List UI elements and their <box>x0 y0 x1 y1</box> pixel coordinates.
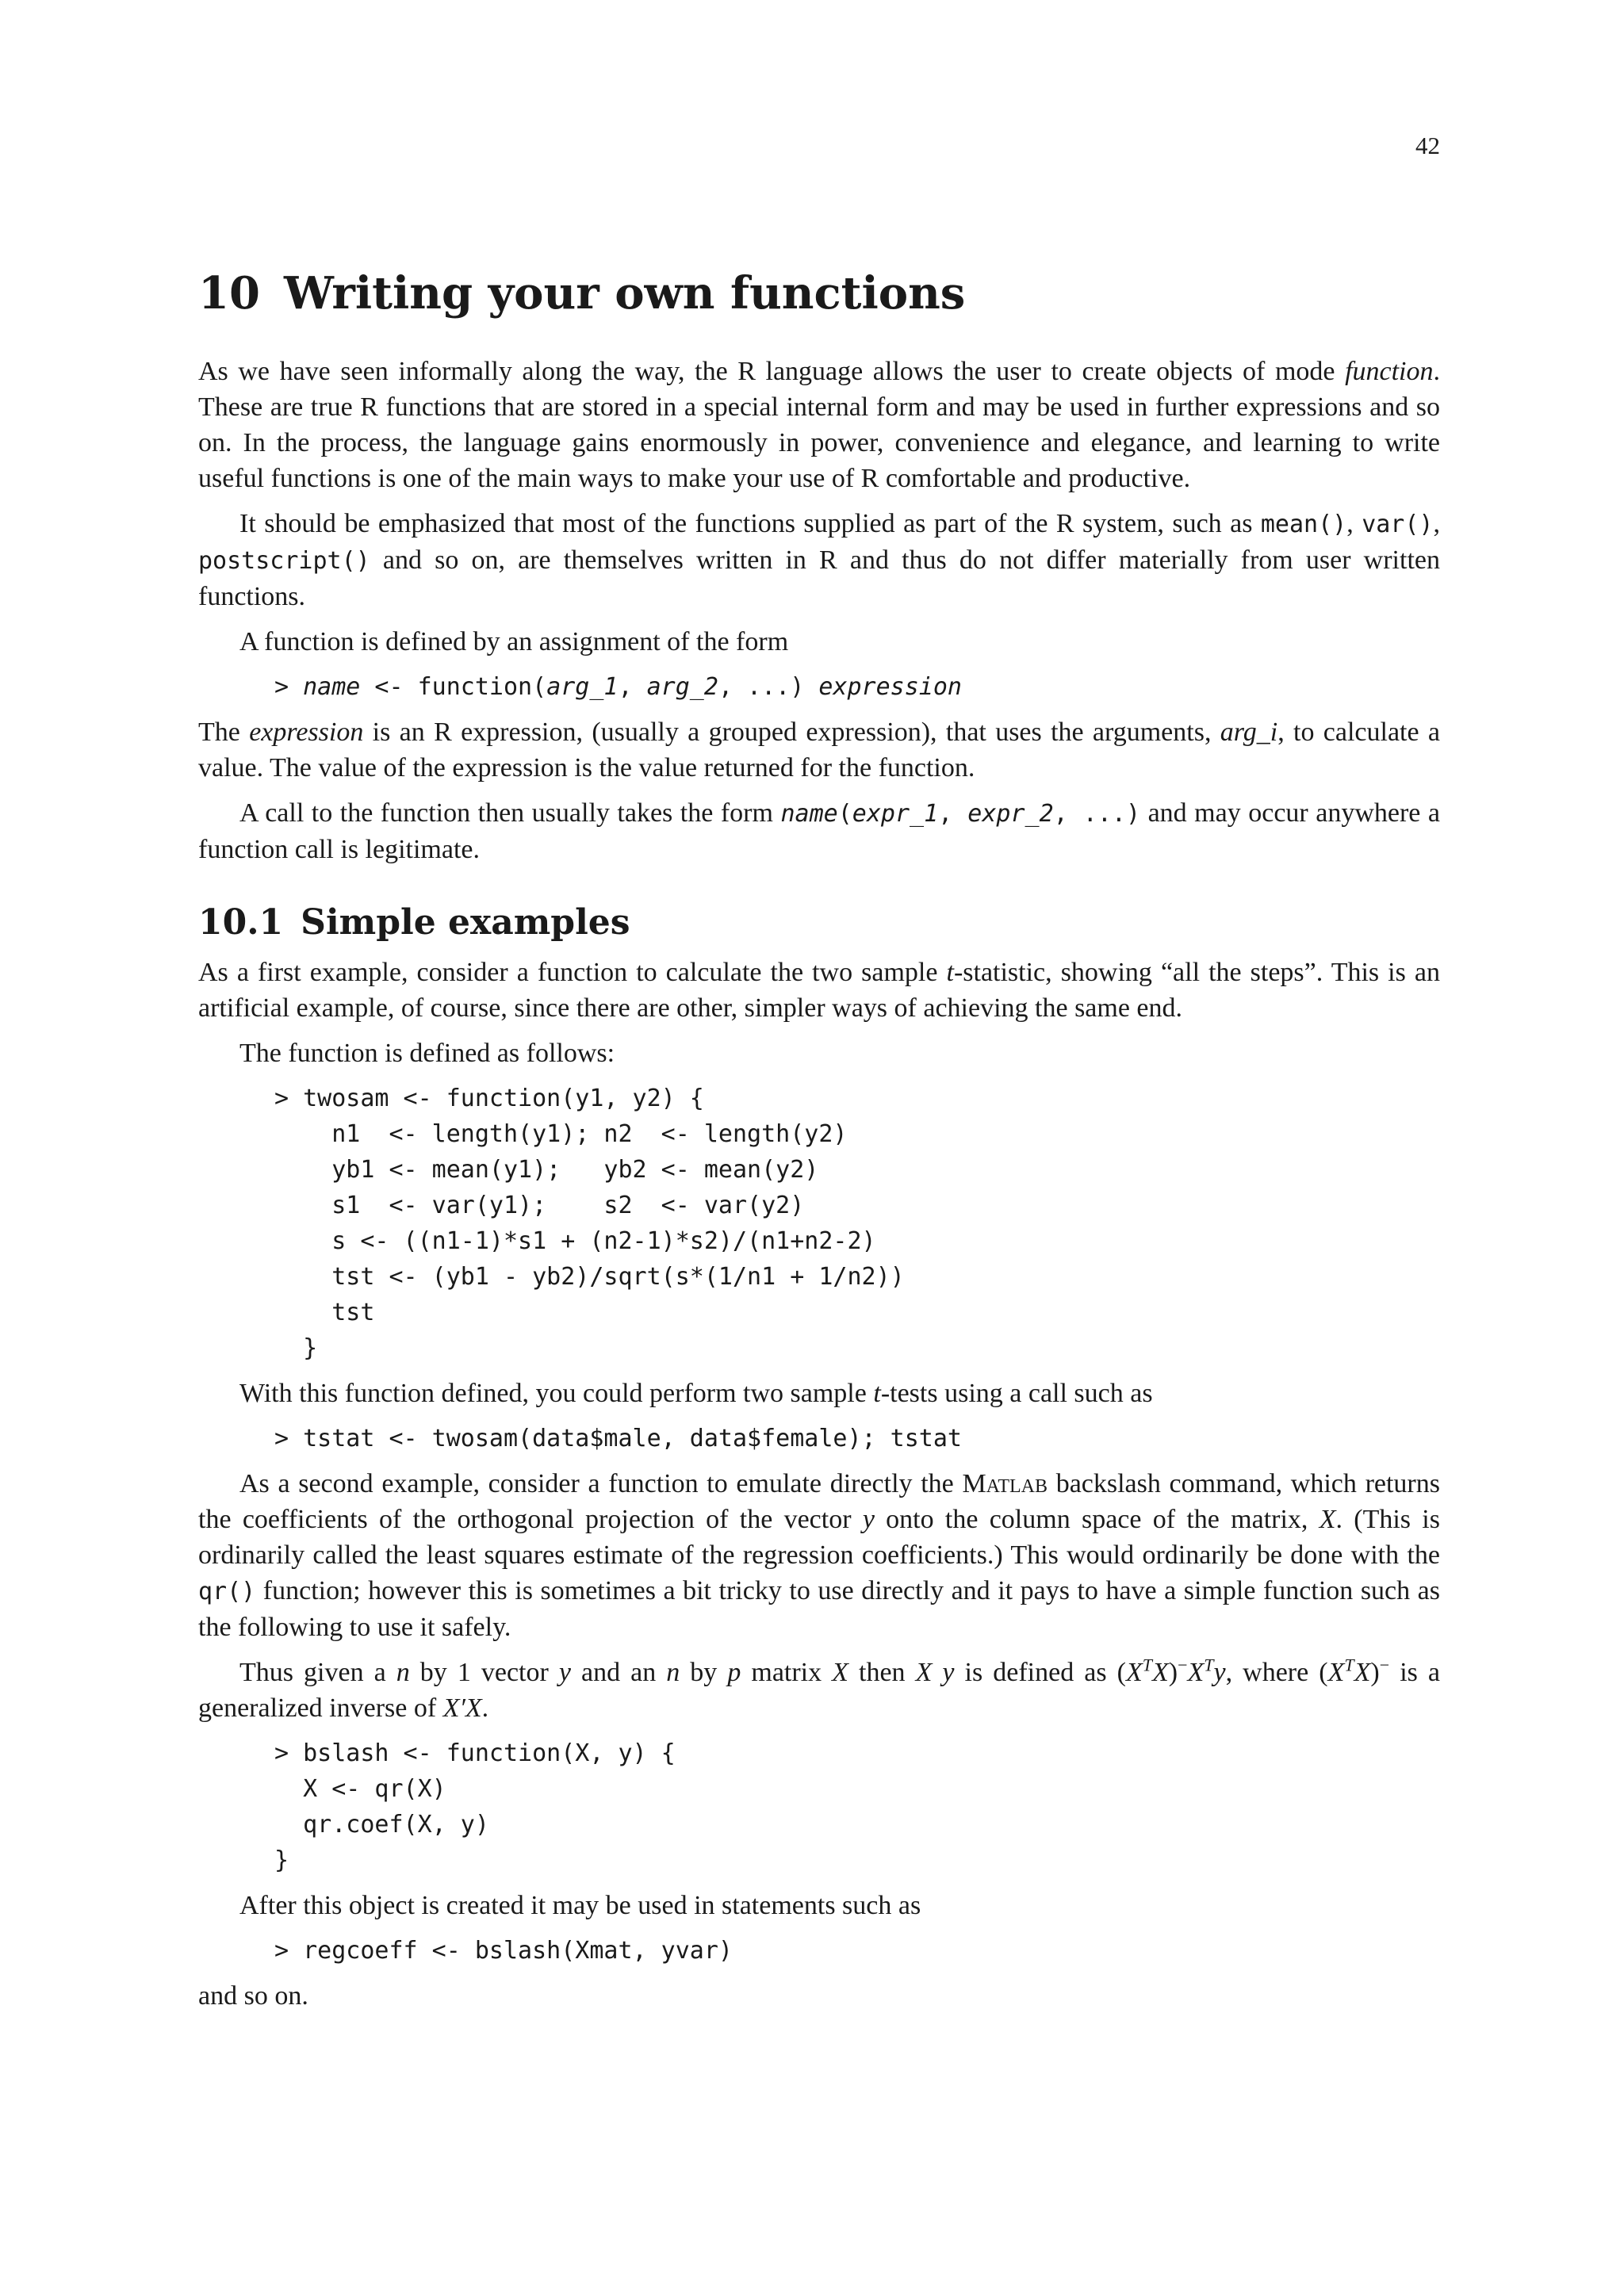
math-var: p <box>727 1657 741 1687</box>
text-run: is a generalized inverse of <box>198 1657 1441 1723</box>
text-run: , where ( <box>1225 1657 1328 1687</box>
inline-code: expr_2 <box>967 799 1054 828</box>
math-var: X <box>1125 1657 1143 1687</box>
code-run: <- function( <box>360 672 547 701</box>
code-italic: expression <box>818 672 962 701</box>
inline-code: name <box>780 799 838 828</box>
text-run: . These are true R functions that are stored in a special internal form and may be used in further expressions and so on. In the process, the language gains enormously in power, convenience and elegance, and learning to write useful functions is one of the main ways to make your use of R comfortable and productive. <box>198 356 1440 493</box>
math-superscript: T <box>1142 1655 1152 1675</box>
chapter-title <box>198 267 1440 320</box>
math-superscript: − <box>1178 1655 1188 1675</box>
text-run: onto the column space of the matrix, <box>874 1504 1320 1534</box>
small-caps-text: Matlab <box>962 1468 1048 1498</box>
text-run: -statistic, showing “all the steps”. This is an artificial example, of course, since there are other, simpler ways of achieving the same end. <box>198 957 1440 1023</box>
paragraph-t-tests <box>198 1376 1440 1411</box>
inline-code: postscript() <box>198 546 370 575</box>
text-run: , to calculate a value. The value of the expression is the value returned for the function. <box>198 717 1440 783</box>
section-title <box>198 901 1440 943</box>
text-run: by 1 vector <box>409 1657 559 1687</box>
code-block-regcoeff: > regcoeff <- bslash(Xmat, yvar) <box>274 1936 733 1965</box>
text-run: and an <box>570 1657 667 1687</box>
text-run: matrix <box>741 1657 833 1687</box>
chapter-number: 10 <box>198 267 260 320</box>
text-run: then <box>848 1657 916 1687</box>
text-run: ) <box>1370 1657 1380 1687</box>
math-var: X <box>1354 1657 1371 1687</box>
inline-code: mean() <box>1260 510 1347 538</box>
chapter-title-text: Writing your own functions <box>283 267 966 320</box>
emphasis: expression <box>249 717 364 747</box>
section-title-text: Simple examples <box>301 901 630 943</box>
paragraph-call-form <box>198 795 1440 867</box>
paragraph-first-example <box>198 955 1440 1026</box>
paragraph-matrix-definition <box>198 1655 1440 1726</box>
math-var: n <box>666 1657 680 1687</box>
text-run: and may occur anywhere a function call is legitimate. <box>198 798 1441 864</box>
math-var: y <box>862 1504 875 1534</box>
section-number: 10.1 <box>198 901 284 943</box>
math-var: X <box>1151 1657 1169 1687</box>
text-run: With this function defined, you could perform two sample <box>239 1378 874 1408</box>
text-run: It should be emphasized that most of the functions supplied as part of the R system, such as <box>239 508 1261 538</box>
emphasis: function <box>1345 356 1434 386</box>
code-italic: arg_1 <box>546 672 619 701</box>
emphasis: t <box>946 957 954 987</box>
inline-code: , ...) <box>1053 799 1141 828</box>
text-run: A call to the function then usually takes the form <box>239 798 781 828</box>
text-run: As a second example, consider a function to emulate directly the <box>239 1468 963 1498</box>
code-italic: arg_2 <box>646 672 718 701</box>
text-run: is an R expression, (usually a grouped expression), that uses the arguments, <box>363 717 1220 747</box>
paragraph-expression <box>198 714 1440 786</box>
math-superscript: T <box>1344 1655 1354 1675</box>
math-var: y <box>1213 1657 1226 1687</box>
code-block-twosam: > twosam <- function(y1, y2) { n1 <- length(y1); n2 <- length(y2) yb1 <- mean(y1); yb2 <- mean(y2) s1 <- var(y1); s2 <- var(y2) s <- ((n1-1)*s1 + (n2-1)*s2)/(n1+n2-2) tst <- (yb1 - yb2)/sqrt(s*(1/n1 + 1/n2)) tst } <box>274 1084 905 1362</box>
text-run: As a first example, consider a function to calculate the two sample <box>198 957 947 987</box>
paragraph-definition: A function is defined by an assignment of the form <box>239 626 789 656</box>
emphasis: t <box>873 1378 881 1408</box>
math-var: X <box>832 1657 848 1687</box>
text-run: , <box>1433 508 1440 538</box>
math-var: X <box>1319 1504 1336 1534</box>
text-run: . (This is ordinarily called the least squares estimate of the regression coefficients.) This would ordinarily be done with the <box>198 1504 1440 1570</box>
code-block-function-form <box>274 669 1440 705</box>
paragraph-second-example <box>198 1466 1440 1645</box>
code-run: , ...) <box>718 672 819 701</box>
page-number: 42 <box>1415 132 1440 159</box>
paragraph-intro <box>198 354 1440 496</box>
paragraph-defined-as-follows: The function is defined as follows: <box>239 1038 615 1068</box>
inline-code: ( <box>837 799 852 828</box>
text-run: , <box>1346 508 1362 538</box>
code-run: > <box>274 672 304 701</box>
inline-code: qr() <box>198 1577 256 1605</box>
text-run: backslash command, which returns the coefficients of the orthogonal projection of the vector <box>198 1468 1440 1534</box>
text-run: -tests using a call such as <box>880 1378 1153 1408</box>
page-content <box>198 267 1441 2023</box>
math-superscript: T <box>1204 1655 1214 1675</box>
text-run <box>932 1658 942 1687</box>
text-run: is defined as ( <box>954 1657 1126 1687</box>
code-block-tstat: > tstat <- twosam(data$male, data$female); tstat <box>274 1424 962 1452</box>
emphasis: arg_i <box>1220 717 1278 747</box>
text-run: and so on, are themselves written in R and thus do not differ materially from user written functions. <box>198 545 1440 611</box>
math-var: X <box>915 1657 933 1687</box>
math-var: n <box>396 1657 410 1687</box>
inline-code: var() <box>1362 510 1434 538</box>
math-var: X <box>1187 1657 1205 1687</box>
math-var: y <box>558 1657 571 1687</box>
code-italic: name <box>303 672 361 701</box>
inline-code: , <box>938 799 968 828</box>
math-var: X <box>1327 1657 1345 1687</box>
math-var: X′X <box>442 1693 482 1723</box>
text-run: ) <box>1168 1657 1178 1687</box>
text-run: function; however this is sometimes a bit tricky to use directly and it pays to have a simple function such as the following to use it safely. <box>198 1575 1440 1642</box>
paragraph-after-created: After this object is created it may be used in statements such as <box>239 1890 921 1920</box>
code-run: , <box>618 672 647 701</box>
text-run: Thus given a <box>239 1657 396 1687</box>
paragraph-builtin-functions <box>198 506 1440 614</box>
math-superscript: − <box>1379 1655 1390 1675</box>
code-block-bslash: > bslash <- function(X, y) { X <- qr(X) qr.coef(X, y) } <box>274 1739 676 1874</box>
inline-code: expr_1 <box>852 799 939 828</box>
text-run: The <box>198 717 250 747</box>
math-var: y <box>942 1657 955 1687</box>
text-run: As we have seen informally along the way, the R language allows the user to create objects of mode <box>198 356 1346 386</box>
text-run: by <box>680 1657 728 1687</box>
paragraph-and-so-on: and so on. <box>198 1980 308 2011</box>
text-run: . <box>481 1693 489 1723</box>
